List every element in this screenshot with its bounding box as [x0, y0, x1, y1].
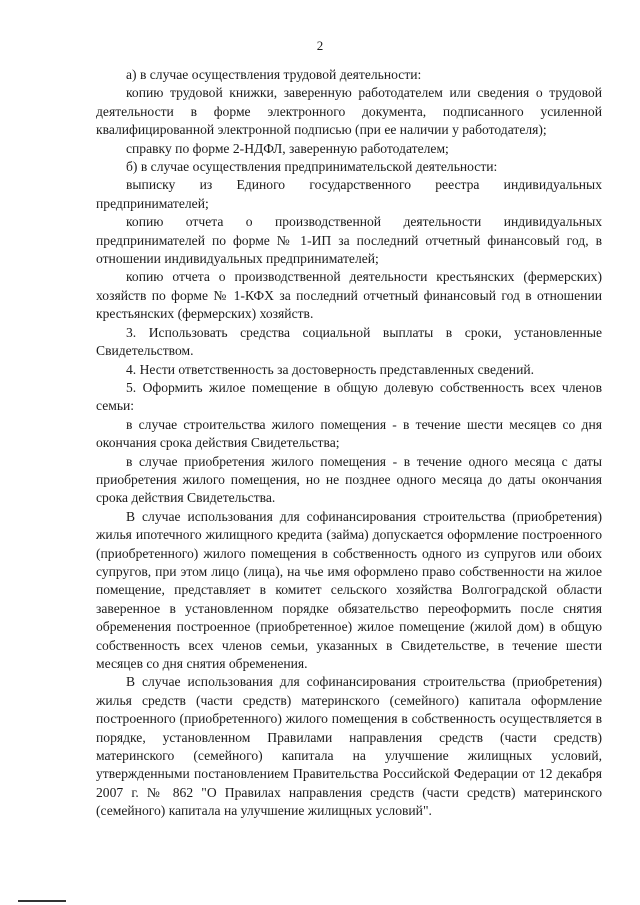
paragraph-2ndfl: справку по форме 2-НДФЛ, заверенную работодателем; [126, 140, 449, 156]
paragraph-purchase: в случае приобретения жилого помещения - в течение одного месяца с даты приобретения жилого помещения, но не позднее одного месяца до даты окончания срока действия Свидетельства. [96, 453, 602, 506]
scan-mark [18, 900, 66, 902]
paragraph-item-3: 3. Использовать средства социальной выплаты в сроки, установленные Свидетельством. [96, 324, 602, 359]
paragraph-maternity-capital: В случае использования для софинансирования строительства (приобретения) жилья средств (части средств) материнского (семейного) капитала оформление построенного (приобретенного) жилого помещения в собственность осуществляется в порядке, установленном Правилами направления средств (части средств) материнского (семейного) капитала на улучшение жилищных условий, утвержденными постановлением Правительства Российской Федерации от 12 декабря 2007 г. № 862 "О Правилах направления средств (части средств) материнского (семейного) капитала на улучшение жилищных условий". [96, 674, 602, 819]
paragraph-business: б) в случае осуществления предпринимательской деятельности: [126, 159, 498, 175]
document-body [96, 66, 602, 821]
paragraph-1kfh: копию отчета о производственной деятельности крестьянских (фермерских) хозяйств по форме № 1-КФХ за последний отчетный финансовый год в отношении крестьянских (фермерских) хозяйств. [96, 269, 602, 322]
paragraph-item-4: 4. Нести ответственность за достоверность представленных сведений. [126, 361, 535, 377]
paragraph-mortgage: В случае использования для софинансирования строительства (приобретения) жилья ипотечного жилищного кредита (займа) допускается оформление построенного (приобретенного) жилого помещения в собственность одного из супругов или обоих супругов, при этом лицо (лица), на чье имя оформлено право собственности на жилое помещение, представляет в комитет сельского хозяйства Волгоградской области заверенное в установленном порядке обязательство переоформить после снятия обременения построенное (приобретенное) жилое помещение (жилой дом) в общую собственность всех членов семьи, указанных в Свидетельстве, в течение шести месяцев со дня снятия обременения. [96, 508, 602, 671]
paragraph-employment: а) в случае осуществления трудовой деятельности: [126, 67, 422, 82]
paragraph-item-5: 5. Оформить жилое помещение в общую долевую собственность всех членов семьи: [96, 379, 602, 414]
paragraph-1ip: копию отчета о производственной деятельности индивидуальных предпринимателей по форме № 1-ИП за последний отчетный финансовый год, в отношении индивидуальных предпринимателей; [96, 214, 602, 267]
page-number: 2 [316, 38, 324, 53]
paragraph-construction: в случае строительства жилого помещения - в течение шести месяцев со дня окончания срока действия Свидетельства; [96, 416, 602, 451]
paragraph-egrip: выписку из Единого государственного реестра индивидуальных предпринимателей; [96, 177, 602, 211]
paragraph-work-record: копию трудовой книжки, заверенную работодателем или сведения о трудовой деятельности в форме электронного документа, подписанного усиленной квалифицированной электронной подписью (при ее наличии у работодателя); [96, 85, 602, 138]
